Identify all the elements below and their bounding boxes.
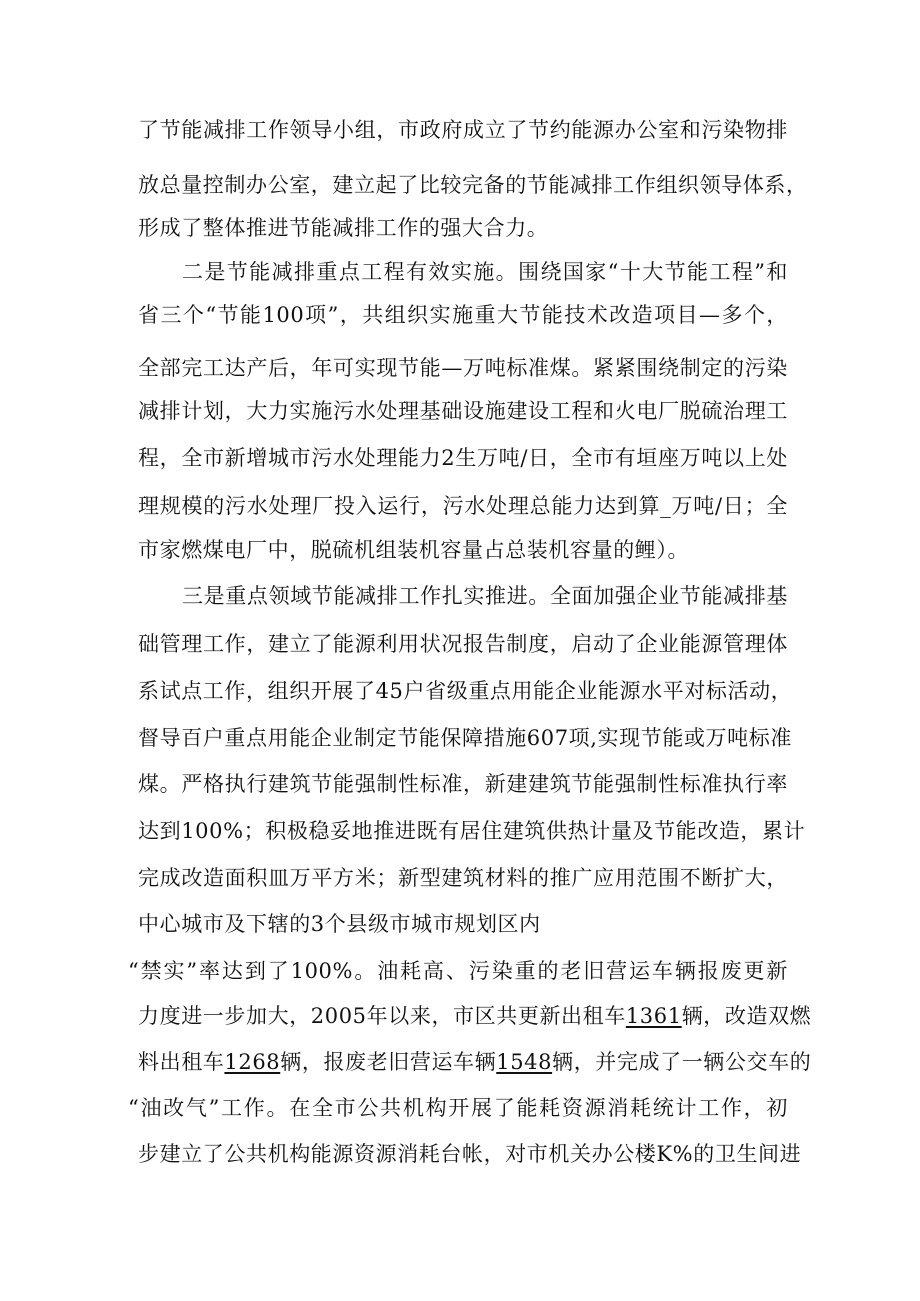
text-line: 形成了整体推进节能减排工作的强大合力。 bbox=[138, 216, 549, 240]
underlined-number: 1361 bbox=[625, 1004, 682, 1028]
text-line: 省三个“节能100项”，共组织实施重大节能技术改造项目—多个， bbox=[138, 303, 788, 327]
text-line: 督导百户重点用能企业制定节能保障措施607项,实现节能或万吨标准 bbox=[138, 726, 792, 750]
text-segment: 料出租车 bbox=[138, 1050, 225, 1074]
underlined-number: 1268 bbox=[224, 1050, 281, 1074]
text-line: 市家燃煤电厂中，脱硫机组装机容量占总装机容量的鲤）。 bbox=[138, 538, 690, 562]
text-line: 础管理工作，建立了能源利用状况报告制度，启动了企业能源管理体 bbox=[138, 632, 788, 656]
text-line: 达到100%；积极稳妥地推进既有居住建筑供热计量及节能改造，累计 bbox=[138, 819, 806, 843]
text-line: 中心城市及下辖的3个县级市城市规划区内 bbox=[138, 912, 541, 936]
text-line: 减排计划，大力实施污水处理基础设施建设工程和火电厂脱硫治理工 bbox=[138, 399, 788, 423]
text-line: 煤。严格执行建筑节能强制性标准，新建建筑节能强制性标准执行率 bbox=[138, 772, 788, 796]
text-line: 二是节能减排重点工程有效实施。围绕国家“十大节能工程”和 bbox=[182, 260, 788, 284]
text-line: 三是重点领域节能减排工作扎实推进。全面加强企业节能减排基 bbox=[182, 584, 788, 608]
text-line: 理规模的污水处理厂投入运行，污水处理总能力达到算_万吨/日；全 bbox=[138, 494, 788, 518]
text-line: 放总量控制办公室，建立起了比较完备的节能减排工作组织领导体系， bbox=[138, 173, 808, 197]
text-line: “禁实”率达到了100%。油耗高、污染重的老旧营运车辆报废更新 bbox=[128, 959, 788, 983]
text-segment: 辆，并完成了一辆公交车的 bbox=[552, 1050, 812, 1074]
text-segment: 辆，报废老旧营运车辆 bbox=[280, 1050, 497, 1074]
text-segment: 力度进一步加大，2005年以来，市区共更新出租车 bbox=[138, 1004, 626, 1028]
text-line: 程，全市新增城市污水处理能力2生万吨/日，全市有垣座万吨以上处 bbox=[138, 446, 788, 470]
text-segment: 辆，改造双燃 bbox=[681, 1004, 812, 1028]
text-line bbox=[138, 998, 812, 1034]
text-line: 全部完工达产后，年可实现节能—万吨标准煤。紧紧围绕制定的污染 bbox=[138, 356, 788, 380]
text-line: 系试点工作，组织开展了45户省级重点用能企业能源水平对标活动， bbox=[138, 679, 793, 703]
text-line: 步建立了公共机构能源资源消耗台帐，对市机关办公楼K%的卫生间进 bbox=[138, 1142, 802, 1166]
text-line: 完成改造面积皿万平方米；新型建筑材料的推广应用范围不断扩大， bbox=[138, 866, 788, 890]
text-line: 了节能减排工作领导小组，市政府成立了节约能源办公室和污染物排 bbox=[138, 118, 788, 142]
text-line bbox=[138, 1044, 812, 1080]
text-line: “油改气”工作。在全市公共机构开展了能耗资源消耗统计工作，初 bbox=[128, 1096, 788, 1120]
underlined-number: 1548 bbox=[496, 1050, 553, 1074]
